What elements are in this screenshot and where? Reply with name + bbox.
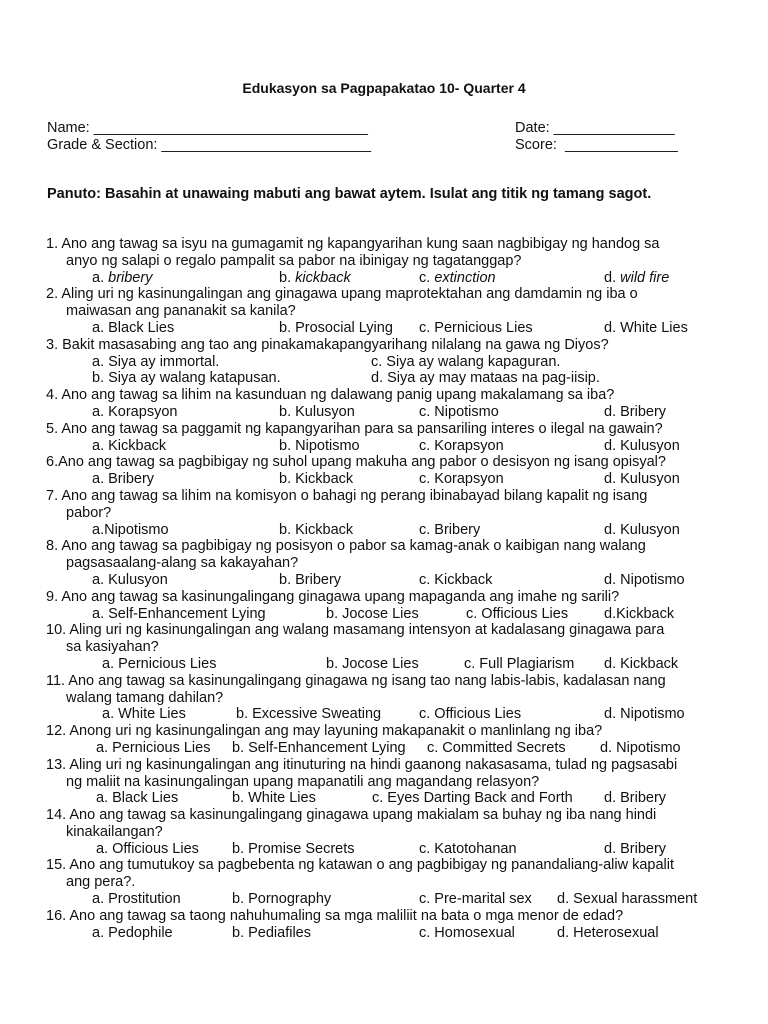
question-item xyxy=(46,908,746,942)
question-item xyxy=(46,421,746,455)
answer-option: d. Nipotismo xyxy=(604,571,685,588)
answer-option: b. Self-Enhancement Lying xyxy=(232,739,406,756)
answer-option: a. Pernicious Lies xyxy=(96,739,211,756)
answer-option: d. Heterosexual xyxy=(557,924,659,941)
question-item xyxy=(46,488,746,538)
answer-option: d. Bribery xyxy=(604,403,667,420)
answer-option: c. Pre-marital sex xyxy=(419,891,532,908)
answer-options xyxy=(46,925,746,942)
answer-option: c. Nipotismo xyxy=(419,403,499,420)
answer-option: d. Bribery xyxy=(604,840,667,857)
answer-option: b. Pornography xyxy=(232,891,332,908)
answer-option: c. Full Plagiarism xyxy=(464,655,575,672)
answer-option: d. Kulusyon xyxy=(604,521,680,538)
answer-option: d. Kickback xyxy=(604,655,679,672)
answer-option: c. Homosexual xyxy=(419,924,515,941)
answer-option: d.Kickback xyxy=(604,605,675,622)
answer-options xyxy=(46,370,746,387)
answer-option: d. White Lies xyxy=(604,319,688,336)
answer-option: c. Siya ay walang kapaguran. xyxy=(371,353,561,370)
answer-option: c. Bribery xyxy=(419,521,481,538)
answer-options xyxy=(46,438,746,455)
answer-options xyxy=(46,891,746,908)
question-stem: 14. Ano ang tawag sa kasinungalingang ginagawa upang makialam sa buhay ng iba nang hindi xyxy=(46,807,657,824)
answer-option: a.Nipotismo xyxy=(92,521,169,538)
answer-option: b. Nipotismo xyxy=(279,437,360,454)
question-list xyxy=(46,236,746,941)
answer-options xyxy=(46,706,746,723)
answer-options xyxy=(46,320,746,337)
answer-options xyxy=(46,656,746,673)
answer-option: d. Siya ay may mataas na pag-iisip. xyxy=(371,370,600,387)
answer-option: c. Kickback xyxy=(419,571,493,588)
question-item xyxy=(46,236,746,286)
question-stem-continued: pabor? xyxy=(66,504,112,521)
question-stem: 9. Ano ang tawag sa kasinungalingang ginagawa upang mapaganda ang imahe ng sarili? xyxy=(46,588,620,605)
answer-option: c. extinction xyxy=(419,269,496,286)
grade-section-field: Grade & Section: __________________________ xyxy=(47,137,372,153)
answer-options xyxy=(46,841,746,858)
question-item xyxy=(46,622,746,672)
answer-option: b. Siya ay walang katapusan. xyxy=(92,370,281,387)
answer-option: a. White Lies xyxy=(102,706,186,723)
name-field: Name: __________________________________ xyxy=(47,120,368,136)
answer-option: b. kickback xyxy=(279,269,351,286)
answer-option: a. Black Lies xyxy=(92,319,175,336)
answer-option: b. Prosocial Lying xyxy=(279,319,393,336)
answer-options xyxy=(46,354,746,371)
date-field: Date: _______________ xyxy=(515,120,675,136)
answer-options xyxy=(46,270,746,287)
question-stem: 2. Aling uri ng kasinungalingan ang ginagawa upang maprotektahan ang damdamin ng iba o xyxy=(46,286,638,303)
question-item xyxy=(46,337,746,387)
answer-option: a. Kickback xyxy=(92,437,167,454)
answer-option: b. Promise Secrets xyxy=(232,840,355,857)
answer-option: a. Prostitution xyxy=(92,891,181,908)
question-stem: 13. Aling uri ng kasinungalingan ang itinuturing na hindi gaanong nakasasama, tulad ng pagsasabi xyxy=(46,756,678,773)
answer-option: c. Korapsyon xyxy=(419,437,504,454)
question-stem: 8. Ano ang tawag sa pagbibigay ng posisyon o pabor sa kamag-anak o kaibigan nang walang xyxy=(46,538,646,555)
answer-option: c. Korapsyon xyxy=(419,471,504,488)
score-field: Score: ______________ xyxy=(515,137,678,153)
question-item xyxy=(46,673,746,723)
answer-option: a. Black Lies xyxy=(96,790,179,807)
question-stem: 12. Anong uri ng kasinungalingan ang may layuning makapanakit o manlinlang ng iba? xyxy=(46,723,603,740)
answer-option: d. Kulusyon xyxy=(604,471,680,488)
answer-option: a. Bribery xyxy=(92,471,155,488)
answer-option: b. White Lies xyxy=(232,790,316,807)
answer-option: b. Pediafiles xyxy=(232,924,311,941)
question-stem-continued: ang pera?. xyxy=(66,874,136,891)
question-item xyxy=(46,723,746,757)
question-stem-continued: ng maliit na kasinungalingan upang mapanatili ang magandang relasyon? xyxy=(66,773,540,790)
question-item xyxy=(46,757,746,807)
answer-options xyxy=(46,572,746,589)
answer-option: b. Bribery xyxy=(279,571,342,588)
question-item xyxy=(46,538,746,588)
question-stem: 6.Ano ang tawag sa pagbibigay ng suhol upang makuha ang pabor o desisyon ng isang opisyal? xyxy=(46,454,666,471)
answer-option: d. wild fire xyxy=(604,269,670,286)
answer-option: b. Kickback xyxy=(279,471,354,488)
question-stem: 11. Ano ang tawag sa kasinungalingang ginagawa ng isang tao nang labis-labis, kadalasan nang xyxy=(46,672,666,689)
question-stem: 16. Ano ang tawag sa taong nahuhumaling sa mga maliliit na bata o mga menor de edad? xyxy=(46,907,624,924)
question-stem-continued: walang tamang dahilan? xyxy=(66,689,224,706)
answer-option: d. Sexual harassment xyxy=(557,891,698,908)
answer-option: d. Nipotismo xyxy=(600,739,681,756)
answer-option: a. bribery xyxy=(92,269,153,286)
question-item xyxy=(46,589,746,623)
question-stem-continued: kinakailangan? xyxy=(66,823,163,840)
answer-option: d. Bribery xyxy=(604,790,667,807)
answer-options xyxy=(46,740,746,757)
answer-option: b. Excessive Sweating xyxy=(236,706,382,723)
answer-option: c. Katotohanan xyxy=(419,840,517,857)
question-stem: 5. Ano ang tawag sa paggamit ng kapangyarihan para sa pansariling interes o ilegal na gawain? xyxy=(46,420,663,437)
answer-option: d. Nipotismo xyxy=(604,706,685,723)
answer-option: c. Committed Secrets xyxy=(427,739,566,756)
answer-option: a. Self-Enhancement Lying xyxy=(92,605,266,622)
question-stem-continued: sa kasiyahan? xyxy=(66,639,159,656)
question-stem: 1. Ano ang tawag sa isyu na gumagamit ng kapangyarihan kung saan nagbibigay ng handog sa xyxy=(46,236,660,252)
answer-option: b. Jocose Lies xyxy=(326,605,419,622)
question-stem: 3. Bakit masasabing ang tao ang pinakamakapangyarihang nilalang na gawa ng Diyos? xyxy=(46,336,609,353)
answer-option: c. Pernicious Lies xyxy=(419,319,533,336)
answer-option: b. Kickback xyxy=(279,521,354,538)
question-stem: 4. Ano ang tawag sa lihim na kasunduan ng dalawang panig upang makalamang sa iba? xyxy=(46,387,615,404)
answer-options xyxy=(46,404,746,421)
answer-options xyxy=(46,606,746,623)
answer-options xyxy=(46,471,746,488)
answer-option: c. Eyes Darting Back and Forth xyxy=(372,790,573,807)
question-stem: 15. Ano ang tumutukoy sa pagbebenta ng katawan o ang pagbibigay ng panandaliang-aliw kapalit xyxy=(46,857,675,874)
question-stem: 10. Aling uri ng kasinungalingan ang walang masamang intensyon at kadalasang ginagawa para xyxy=(46,622,665,639)
answer-options xyxy=(46,790,746,807)
question-stem-continued: anyo ng salapi o regalo pampalit sa pabor na ibinigay ng tagatanggap? xyxy=(66,252,522,269)
answer-option: a. Pedophile xyxy=(92,924,173,941)
question-item xyxy=(46,857,746,907)
instructions: Panuto: Basahin at unawaing mabuti ang bawat aytem. Isulat ang titik ng tamang sagot. xyxy=(47,186,652,202)
answer-option: a. Pernicious Lies xyxy=(102,655,217,672)
question-item xyxy=(46,286,746,336)
question-item xyxy=(46,807,746,857)
answer-option: c. Officious Lies xyxy=(466,605,569,622)
answer-option: b. Kulusyon xyxy=(279,403,355,420)
answer-option: b. Jocose Lies xyxy=(326,655,419,672)
question-stem: 7. Ano ang tawag sa lihim na komisyon o bahagi ng perang ibinabayad bilang kapalit ng isang xyxy=(46,487,648,504)
answer-option: a. Officious Lies xyxy=(96,840,199,857)
question-item xyxy=(46,387,746,421)
question-item xyxy=(46,454,746,488)
question-stem-continued: maiwasan ang pananakit sa kanila? xyxy=(66,303,296,320)
answer-option: c. Officious Lies xyxy=(419,706,522,723)
answer-option: a. Kulusyon xyxy=(92,571,168,588)
worksheet-title: Edukasyon sa Pagpapakatao 10- Quarter 4 xyxy=(242,80,526,96)
answer-option: a. Korapsyon xyxy=(92,403,178,420)
question-stem-continued: pagsasaalang-alang sa kakayahan? xyxy=(66,555,299,572)
answer-options xyxy=(46,522,746,539)
answer-option: a. Siya ay immortal. xyxy=(92,353,220,370)
answer-option: d. Kulusyon xyxy=(604,437,680,454)
